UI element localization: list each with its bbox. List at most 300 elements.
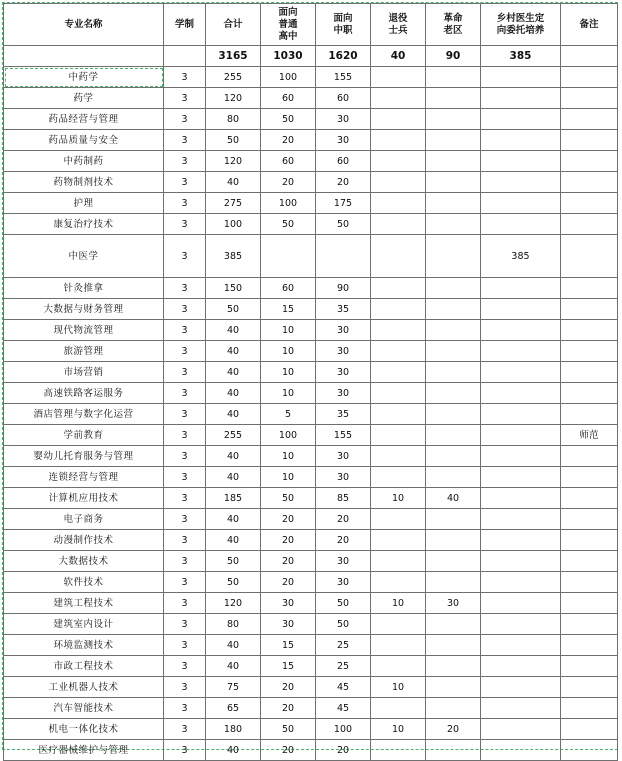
cell-remarks[interactable] (561, 130, 618, 151)
cell-total[interactable]: 50 (206, 572, 261, 593)
cell-years[interactable]: 3 (164, 404, 206, 425)
cell-total[interactable]: 50 (206, 551, 261, 572)
cell-general-hs[interactable]: 20 (261, 530, 316, 551)
cell-years[interactable]: 3 (164, 467, 206, 488)
cell-name[interactable]: 连锁经营与管理 (4, 467, 164, 488)
cell-remarks[interactable] (561, 551, 618, 572)
cell-vocational[interactable]: 85 (316, 488, 371, 509)
cell-remarks[interactable] (561, 151, 618, 172)
cell-veterans[interactable] (371, 740, 426, 761)
cell-vocational[interactable]: 50 (316, 593, 371, 614)
cell-rural-doctor[interactable]: 385 (481, 235, 561, 278)
cell-total[interactable]: 40 (206, 635, 261, 656)
cell-general-hs[interactable]: 15 (261, 299, 316, 320)
cell-general-hs[interactable]: 60 (261, 88, 316, 109)
cell-vocational[interactable]: 100 (316, 719, 371, 740)
cell-vocational[interactable]: 90 (316, 278, 371, 299)
cell-name[interactable]: 大数据与财务管理 (4, 299, 164, 320)
cell-rural-doctor[interactable] (481, 467, 561, 488)
cell-name[interactable]: 建筑室内设计 (4, 614, 164, 635)
cell-veterans[interactable] (371, 362, 426, 383)
cell-old-revolutionary[interactable] (426, 698, 481, 719)
cell-name[interactable]: 大数据技术 (4, 551, 164, 572)
cell-remarks[interactable] (561, 467, 618, 488)
cell-vocational[interactable]: 30 (316, 383, 371, 404)
header-total[interactable]: 合计 (206, 4, 261, 46)
header-rural-doctor[interactable] (481, 4, 561, 46)
cell-name[interactable]: 药品经营与管理 (4, 109, 164, 130)
cell-old-revolutionary[interactable] (426, 109, 481, 130)
cell-years[interactable]: 3 (164, 278, 206, 299)
cell-vocational[interactable]: 30 (316, 467, 371, 488)
cell-general-hs[interactable]: 20 (261, 698, 316, 719)
cell-old-revolutionary[interactable] (426, 341, 481, 362)
cell-general-hs[interactable]: 20 (261, 677, 316, 698)
cell-years[interactable]: 3 (164, 362, 206, 383)
cell-years[interactable]: 3 (164, 151, 206, 172)
cell-old-revolutionary[interactable] (426, 530, 481, 551)
totals-general-hs[interactable]: 1030 (261, 46, 316, 67)
cell-old-revolutionary[interactable]: 20 (426, 719, 481, 740)
cell-remarks[interactable] (561, 719, 618, 740)
cell-total[interactable]: 120 (206, 88, 261, 109)
cell-general-hs[interactable]: 100 (261, 425, 316, 446)
cell-years[interactable]: 3 (164, 593, 206, 614)
cell-total[interactable]: 50 (206, 130, 261, 151)
cell-vocational[interactable]: 60 (316, 151, 371, 172)
cell-old-revolutionary[interactable]: 30 (426, 593, 481, 614)
cell-total[interactable]: 40 (206, 362, 261, 383)
cell-total[interactable]: 120 (206, 151, 261, 172)
cell-years[interactable]: 3 (164, 235, 206, 278)
cell-rural-doctor[interactable] (481, 88, 561, 109)
header-years[interactable]: 学制 (164, 4, 206, 46)
cell-old-revolutionary[interactable] (426, 551, 481, 572)
cell-rural-doctor[interactable] (481, 635, 561, 656)
cell-veterans[interactable] (371, 383, 426, 404)
cell-old-revolutionary[interactable] (426, 635, 481, 656)
cell-old-revolutionary[interactable] (426, 278, 481, 299)
cell-veterans[interactable] (371, 278, 426, 299)
cell-rural-doctor[interactable] (481, 193, 561, 214)
cell-total[interactable]: 50 (206, 299, 261, 320)
cell-total[interactable]: 40 (206, 740, 261, 761)
cell-remarks[interactable] (561, 299, 618, 320)
cell-total[interactable]: 185 (206, 488, 261, 509)
cell-old-revolutionary[interactable] (426, 614, 481, 635)
cell-years[interactable]: 3 (164, 488, 206, 509)
cell-veterans[interactable] (371, 572, 426, 593)
cell-old-revolutionary[interactable] (426, 214, 481, 235)
cell-total[interactable]: 40 (206, 509, 261, 530)
cell-rural-doctor[interactable] (481, 172, 561, 193)
totals-remarks-cell[interactable] (561, 46, 618, 67)
cell-remarks[interactable] (561, 320, 618, 341)
cell-old-revolutionary[interactable] (426, 404, 481, 425)
totals-old-revolutionary[interactable]: 90 (426, 46, 481, 67)
cell-old-revolutionary[interactable] (426, 740, 481, 761)
cell-years[interactable]: 3 (164, 740, 206, 761)
cell-name[interactable]: 现代物流管理 (4, 320, 164, 341)
cell-name[interactable]: 动漫制作技术 (4, 530, 164, 551)
cell-old-revolutionary[interactable] (426, 235, 481, 278)
cell-remarks[interactable] (561, 67, 618, 88)
cell-veterans[interactable]: 10 (371, 677, 426, 698)
cell-total[interactable]: 40 (206, 320, 261, 341)
totals-vocational[interactable]: 1620 (316, 46, 371, 67)
cell-veterans[interactable] (371, 299, 426, 320)
cell-general-hs[interactable]: 30 (261, 593, 316, 614)
cell-vocational[interactable]: 35 (316, 299, 371, 320)
cell-veterans[interactable] (371, 656, 426, 677)
cell-general-hs[interactable]: 20 (261, 130, 316, 151)
cell-general-hs[interactable]: 50 (261, 214, 316, 235)
cell-rural-doctor[interactable] (481, 719, 561, 740)
cell-rural-doctor[interactable] (481, 214, 561, 235)
cell-rural-doctor[interactable] (481, 299, 561, 320)
cell-veterans[interactable] (371, 551, 426, 572)
cell-veterans[interactable] (371, 193, 426, 214)
cell-total[interactable]: 255 (206, 425, 261, 446)
cell-general-hs[interactable]: 15 (261, 635, 316, 656)
cell-vocational[interactable]: 20 (316, 530, 371, 551)
cell-veterans[interactable] (371, 614, 426, 635)
cell-name[interactable]: 针灸推拿 (4, 278, 164, 299)
cell-years[interactable]: 3 (164, 341, 206, 362)
cell-veterans[interactable] (371, 67, 426, 88)
cell-vocational[interactable]: 30 (316, 362, 371, 383)
cell-old-revolutionary[interactable] (426, 88, 481, 109)
cell-vocational[interactable]: 30 (316, 572, 371, 593)
cell-veterans[interactable] (371, 530, 426, 551)
cell-total[interactable]: 80 (206, 614, 261, 635)
cell-years[interactable]: 3 (164, 214, 206, 235)
cell-remarks[interactable] (561, 509, 618, 530)
cell-rural-doctor[interactable] (481, 488, 561, 509)
cell-name[interactable]: 护理 (4, 193, 164, 214)
cell-total[interactable]: 40 (206, 172, 261, 193)
cell-general-hs[interactable]: 20 (261, 551, 316, 572)
cell-remarks[interactable] (561, 235, 618, 278)
cell-rural-doctor[interactable] (481, 530, 561, 551)
cell-total[interactable]: 40 (206, 656, 261, 677)
cell-old-revolutionary[interactable] (426, 383, 481, 404)
cell-remarks[interactable] (561, 593, 618, 614)
cell-name[interactable]: 中药制药 (4, 151, 164, 172)
cell-years[interactable]: 3 (164, 320, 206, 341)
cell-remarks[interactable]: 师范 (561, 425, 618, 446)
cell-rural-doctor[interactable] (481, 341, 561, 362)
cell-total[interactable]: 40 (206, 383, 261, 404)
cell-rural-doctor[interactable] (481, 109, 561, 130)
cell-name[interactable]: 机电一体化技术 (4, 719, 164, 740)
cell-remarks[interactable] (561, 341, 618, 362)
cell-name[interactable]: 学前教育 (4, 425, 164, 446)
cell-total[interactable]: 40 (206, 530, 261, 551)
cell-veterans[interactable] (371, 446, 426, 467)
cell-name[interactable]: 高速铁路客运服务 (4, 383, 164, 404)
cell-total[interactable]: 255 (206, 67, 261, 88)
cell-total[interactable]: 120 (206, 593, 261, 614)
cell-old-revolutionary[interactable] (426, 172, 481, 193)
cell-remarks[interactable] (561, 172, 618, 193)
cell-name[interactable]: 计算机应用技术 (4, 488, 164, 509)
cell-years[interactable]: 3 (164, 130, 206, 151)
cell-years[interactable]: 3 (164, 530, 206, 551)
cell-total[interactable]: 40 (206, 341, 261, 362)
cell-old-revolutionary[interactable] (426, 446, 481, 467)
cell-general-hs[interactable]: 60 (261, 151, 316, 172)
cell-name[interactable]: 建筑工程技术 (4, 593, 164, 614)
totals-veterans[interactable]: 40 (371, 46, 426, 67)
cell-general-hs[interactable]: 15 (261, 656, 316, 677)
cell-years[interactable]: 3 (164, 446, 206, 467)
cell-old-revolutionary[interactable] (426, 67, 481, 88)
cell-years[interactable]: 3 (164, 425, 206, 446)
header-old-revolutionary[interactable] (426, 4, 481, 46)
cell-veterans[interactable] (371, 320, 426, 341)
cell-vocational[interactable]: 50 (316, 614, 371, 635)
cell-name[interactable]: 医疗器械维护与管理 (4, 740, 164, 761)
cell-veterans[interactable] (371, 172, 426, 193)
cell-rural-doctor[interactable] (481, 67, 561, 88)
cell-general-hs[interactable]: 10 (261, 383, 316, 404)
cell-veterans[interactable] (371, 88, 426, 109)
cell-name[interactable]: 软件技术 (4, 572, 164, 593)
cell-remarks[interactable] (561, 635, 618, 656)
cell-vocational[interactable]: 20 (316, 172, 371, 193)
cell-general-hs[interactable]: 20 (261, 509, 316, 530)
cell-name[interactable]: 中药学 (4, 67, 164, 88)
cell-old-revolutionary[interactable] (426, 320, 481, 341)
cell-name[interactable]: 工业机器人技术 (4, 677, 164, 698)
cell-name[interactable]: 酒店管理与数字化运营 (4, 404, 164, 425)
cell-rural-doctor[interactable] (481, 509, 561, 530)
cell-years[interactable]: 3 (164, 551, 206, 572)
cell-total[interactable]: 40 (206, 467, 261, 488)
cell-remarks[interactable] (561, 446, 618, 467)
cell-old-revolutionary[interactable] (426, 151, 481, 172)
cell-name[interactable]: 药学 (4, 88, 164, 109)
cell-name[interactable]: 药物制剂技术 (4, 172, 164, 193)
cell-vocational[interactable]: 20 (316, 740, 371, 761)
cell-remarks[interactable] (561, 740, 618, 761)
cell-total[interactable]: 275 (206, 193, 261, 214)
cell-name[interactable]: 市场营销 (4, 362, 164, 383)
cell-vocational[interactable]: 25 (316, 635, 371, 656)
cell-vocational[interactable]: 30 (316, 341, 371, 362)
cell-name[interactable]: 药品质量与安全 (4, 130, 164, 151)
cell-general-hs[interactable]: 5 (261, 404, 316, 425)
cell-old-revolutionary[interactable] (426, 130, 481, 151)
cell-rural-doctor[interactable] (481, 425, 561, 446)
cell-rural-doctor[interactable] (481, 278, 561, 299)
header-name[interactable]: 专业名称 (4, 4, 164, 46)
cell-remarks[interactable] (561, 572, 618, 593)
cell-total[interactable]: 75 (206, 677, 261, 698)
cell-remarks[interactable] (561, 383, 618, 404)
cell-vocational[interactable]: 20 (316, 509, 371, 530)
cell-rural-doctor[interactable] (481, 698, 561, 719)
cell-remarks[interactable] (561, 614, 618, 635)
cell-years[interactable]: 3 (164, 635, 206, 656)
cell-old-revolutionary[interactable] (426, 509, 481, 530)
cell-name[interactable]: 旅游管理 (4, 341, 164, 362)
cell-rural-doctor[interactable] (481, 740, 561, 761)
cell-veterans[interactable] (371, 467, 426, 488)
cell-years[interactable]: 3 (164, 677, 206, 698)
cell-vocational[interactable]: 155 (316, 425, 371, 446)
cell-total[interactable]: 65 (206, 698, 261, 719)
totals-total[interactable]: 3165 (206, 46, 261, 67)
cell-general-hs[interactable]: 20 (261, 572, 316, 593)
cell-general-hs[interactable]: 60 (261, 278, 316, 299)
cell-remarks[interactable] (561, 404, 618, 425)
cell-rural-doctor[interactable] (481, 383, 561, 404)
cell-remarks[interactable] (561, 530, 618, 551)
cell-veterans[interactable] (371, 509, 426, 530)
cell-total[interactable]: 180 (206, 719, 261, 740)
header-vocational[interactable] (316, 4, 371, 46)
cell-veterans[interactable] (371, 151, 426, 172)
cell-general-hs[interactable]: 10 (261, 446, 316, 467)
cell-rural-doctor[interactable] (481, 677, 561, 698)
cell-veterans[interactable]: 10 (371, 719, 426, 740)
cell-general-hs[interactable]: 50 (261, 719, 316, 740)
cell-vocational[interactable]: 35 (316, 404, 371, 425)
cell-rural-doctor[interactable] (481, 320, 561, 341)
cell-remarks[interactable] (561, 109, 618, 130)
cell-veterans[interactable] (371, 341, 426, 362)
cell-remarks[interactable] (561, 362, 618, 383)
cell-rural-doctor[interactable] (481, 404, 561, 425)
cell-total[interactable]: 40 (206, 446, 261, 467)
cell-rural-doctor[interactable] (481, 593, 561, 614)
cell-years[interactable]: 3 (164, 109, 206, 130)
cell-years[interactable]: 3 (164, 719, 206, 740)
cell-old-revolutionary[interactable] (426, 362, 481, 383)
cell-veterans[interactable] (371, 109, 426, 130)
header-veterans[interactable] (371, 4, 426, 46)
cell-general-hs[interactable]: 20 (261, 740, 316, 761)
cell-general-hs[interactable]: 10 (261, 362, 316, 383)
cell-veterans[interactable] (371, 214, 426, 235)
cell-years[interactable]: 3 (164, 299, 206, 320)
cell-total[interactable]: 80 (206, 109, 261, 130)
cell-years[interactable]: 3 (164, 172, 206, 193)
cell-rural-doctor[interactable] (481, 614, 561, 635)
cell-old-revolutionary[interactable] (426, 193, 481, 214)
cell-vocational[interactable]: 30 (316, 446, 371, 467)
header-remarks[interactable]: 备注 (561, 4, 618, 46)
cell-general-hs[interactable]: 10 (261, 320, 316, 341)
cell-years[interactable]: 3 (164, 509, 206, 530)
cell-old-revolutionary[interactable] (426, 677, 481, 698)
cell-remarks[interactable] (561, 193, 618, 214)
cell-old-revolutionary[interactable] (426, 299, 481, 320)
cell-old-revolutionary[interactable] (426, 467, 481, 488)
cell-old-revolutionary[interactable] (426, 656, 481, 677)
cell-years[interactable]: 3 (164, 193, 206, 214)
cell-general-hs[interactable]: 100 (261, 193, 316, 214)
cell-vocational[interactable]: 45 (316, 677, 371, 698)
cell-rural-doctor[interactable] (481, 656, 561, 677)
cell-veterans[interactable] (371, 404, 426, 425)
cell-remarks[interactable] (561, 698, 618, 719)
cell-remarks[interactable] (561, 656, 618, 677)
cell-veterans[interactable] (371, 130, 426, 151)
cell-rural-doctor[interactable] (481, 572, 561, 593)
cell-vocational[interactable]: 155 (316, 67, 371, 88)
cell-remarks[interactable] (561, 278, 618, 299)
cell-rural-doctor[interactable] (481, 362, 561, 383)
cell-name[interactable]: 市政工程技术 (4, 656, 164, 677)
cell-total[interactable]: 150 (206, 278, 261, 299)
cell-rural-doctor[interactable] (481, 130, 561, 151)
header-general-hs[interactable] (261, 4, 316, 46)
cell-rural-doctor[interactable] (481, 551, 561, 572)
cell-years[interactable]: 3 (164, 698, 206, 719)
totals-rural-doctor[interactable]: 385 (481, 46, 561, 67)
cell-old-revolutionary[interactable] (426, 572, 481, 593)
cell-vocational[interactable]: 45 (316, 698, 371, 719)
cell-remarks[interactable] (561, 677, 618, 698)
cell-general-hs[interactable]: 50 (261, 109, 316, 130)
cell-name[interactable]: 康复治疗技术 (4, 214, 164, 235)
cell-years[interactable]: 3 (164, 67, 206, 88)
cell-total[interactable]: 385 (206, 235, 261, 278)
cell-veterans[interactable] (371, 425, 426, 446)
cell-name[interactable]: 电子商务 (4, 509, 164, 530)
cell-veterans[interactable] (371, 698, 426, 719)
cell-vocational[interactable]: 30 (316, 551, 371, 572)
cell-vocational[interactable]: 30 (316, 109, 371, 130)
cell-veterans[interactable] (371, 235, 426, 278)
cell-name[interactable]: 汽车智能技术 (4, 698, 164, 719)
cell-rural-doctor[interactable] (481, 151, 561, 172)
cell-general-hs[interactable] (261, 235, 316, 278)
cell-remarks[interactable] (561, 488, 618, 509)
totals-name-cell[interactable] (4, 46, 164, 67)
cell-remarks[interactable] (561, 214, 618, 235)
cell-veterans[interactable]: 10 (371, 488, 426, 509)
cell-general-hs[interactable]: 10 (261, 467, 316, 488)
cell-general-hs[interactable]: 100 (261, 67, 316, 88)
cell-general-hs[interactable]: 50 (261, 488, 316, 509)
cell-old-revolutionary[interactable] (426, 425, 481, 446)
cell-name[interactable]: 中医学 (4, 235, 164, 278)
cell-veterans[interactable] (371, 635, 426, 656)
cell-years[interactable]: 3 (164, 383, 206, 404)
cell-vocational[interactable]: 50 (316, 214, 371, 235)
cell-general-hs[interactable]: 20 (261, 172, 316, 193)
cell-years[interactable]: 3 (164, 614, 206, 635)
cell-vocational[interactable]: 60 (316, 88, 371, 109)
cell-total[interactable]: 100 (206, 214, 261, 235)
cell-general-hs[interactable]: 30 (261, 614, 316, 635)
cell-old-revolutionary[interactable]: 40 (426, 488, 481, 509)
cell-rural-doctor[interactable] (481, 446, 561, 467)
cell-vocational[interactable]: 25 (316, 656, 371, 677)
cell-years[interactable]: 3 (164, 88, 206, 109)
cell-vocational[interactable]: 175 (316, 193, 371, 214)
cell-name[interactable]: 环境监测技术 (4, 635, 164, 656)
cell-years[interactable]: 3 (164, 656, 206, 677)
cell-vocational[interactable] (316, 235, 371, 278)
cell-veterans[interactable]: 10 (371, 593, 426, 614)
cell-remarks[interactable] (561, 88, 618, 109)
cell-vocational[interactable]: 30 (316, 320, 371, 341)
